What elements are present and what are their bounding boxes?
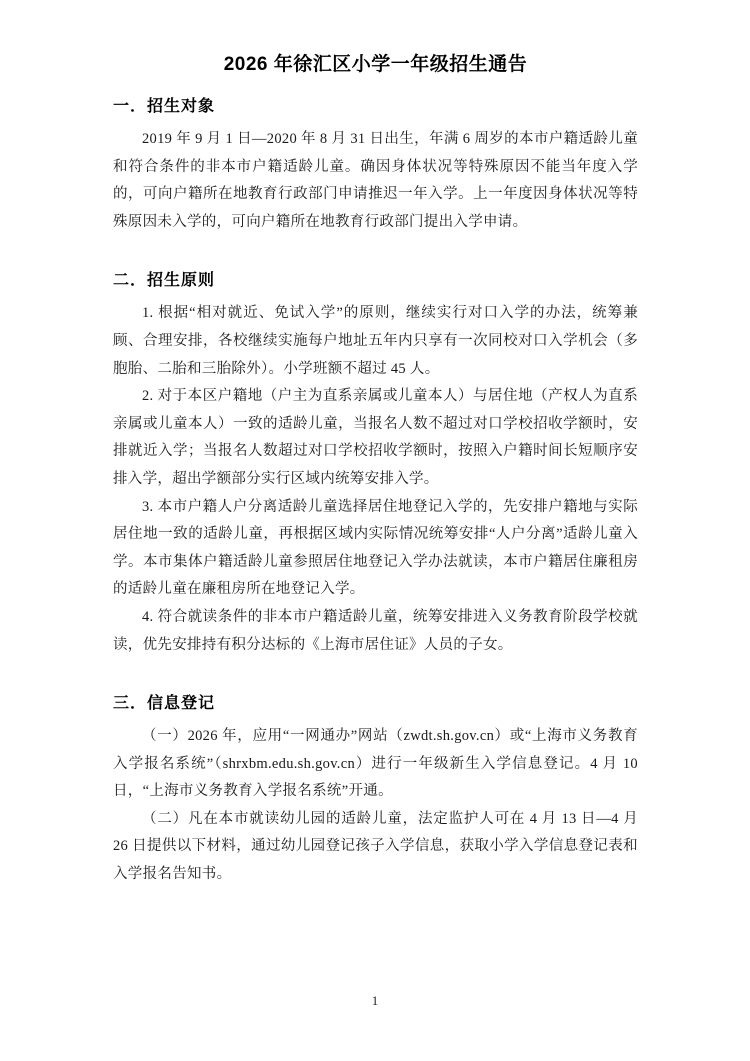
page-footer (0, 993, 750, 1009)
document-title: 2026 年徐汇区小学一年级招生通告 (223, 54, 528, 75)
paragraph-registration-1: （一）2026 年，应用“一网通办”网站（zwdt.sh.gov.cn）或“上海市义务教育入学报名系统”（shrxbm.edu.sh.gov.cn）进行一年级新生入学信息登记。4 月 10 日，“上海市义务教育入学报名系统”开通。 (113, 728, 638, 800)
section-enrollment-targets (113, 96, 638, 236)
paragraph-principle-2: 2. 对于本区户籍地（户主为直系亲属或儿童本人）与居住地（产权人为直系亲属或儿童本人）一致的适龄儿童，当报名人数不超过对口学校招收学额时，安排就近入学；当报名人数超过对口学校招收学额时，按照入户籍时间长短顺序安排入学，超出学额部分实行区域内统筹安排入学。 (113, 388, 638, 487)
paragraph-enrollment-targets: 2019 年 9 月 1 日—2020 年 8 月 31 日出生，年满 6 周岁的本市户籍适龄儿童和符合条件的非本市户籍适龄儿童。确因身体状况等特殊原因不能当年度入学的，可向户籍所在地教育行政部门申请推迟一年入学。上一年度因身体状况等特殊原因未入学的，可向户籍所在地教育行政部门提出入学申请。 (113, 131, 638, 230)
section-enrollment-principles (113, 270, 638, 659)
section-heading-enrollment-principles: 二．招生原则 (113, 272, 216, 290)
paragraph-principle-1: 1. 根据“相对就近、免试入学”的原则，继续实行对口入学的办法，统筹兼顾、合理安排，各校继续实施每户地址五年内只享有一次同校对口入学机会（多胞胎、二胎和三胎除外）。小学班额不超过 45 人。 (113, 305, 638, 377)
paragraph-registration-2: （二）凡在本市就读幼儿园的适龄儿童，法定监护人可在 4 月 13 日—4 月 26 日提供以下材料，通过幼儿园登记孩子入学信息，获取小学入学信息登记表和入学报名告知书。 (113, 810, 638, 883)
section-heading-information-registration: 三．信息登记 (113, 695, 216, 713)
paragraph-principle-4: 4. 符合就读条件的非本市户籍适龄儿童，统筹安排进入义务教育阶段学校就读，优先安排持有积分达标的《上海市居住证》人员的子女。 (113, 608, 638, 653)
page-number: 1 (371, 993, 379, 1008)
section-heading-enrollment-targets: 一．招生对象 (113, 98, 216, 115)
paragraph-principle-3: 3. 本市户籍人户分离适龄儿童选择居住地登记入学的，先安排户籍地与实际居住地一致的适龄儿童，再根据区域内实际情况统筹安排“人户分离”适龄儿童入学。本市集体户籍适龄儿童参照居住地登记入学办法就读，本市户籍居住廉租房的适龄儿童在廉租房所在地登记入学。 (113, 498, 638, 598)
section-information-registration (113, 693, 638, 889)
